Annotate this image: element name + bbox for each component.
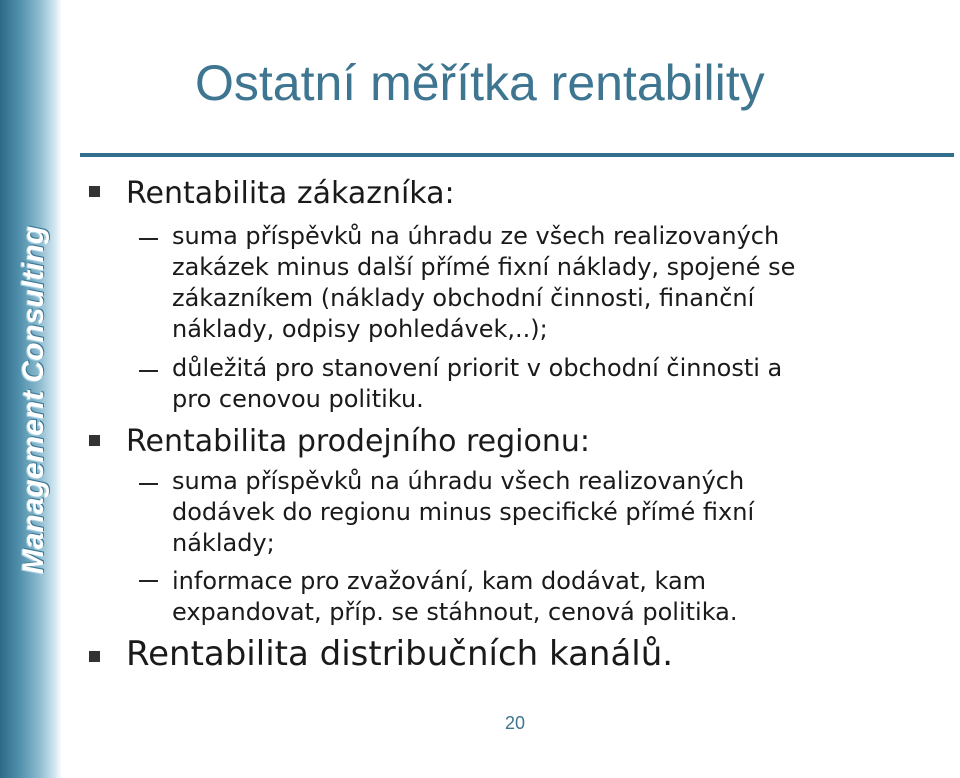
bullet-channel-profitability: Rentabilita distribučních kanálů.	[126, 634, 674, 674]
brand-logo-text: Management Consulting	[17, 225, 50, 575]
title-divider	[80, 153, 954, 157]
bullet-marker-icon	[89, 186, 100, 197]
sub-bullet-text: informace pro zvažování, kam dodávat, kam expandovat, příp. se stáhnout, cenová politika.	[172, 567, 738, 626]
bullet-marker-icon	[89, 651, 100, 662]
bullet-marker-icon	[89, 435, 100, 446]
sub-bullet-dash-icon	[139, 580, 158, 582]
sub-bullet-dash-icon	[139, 238, 158, 240]
bullet-region-profitability: Rentabilita prodejního regionu:	[126, 424, 591, 459]
sub-bullet-dash-icon	[139, 483, 158, 485]
sub-bullet-dash-icon	[139, 370, 158, 372]
bullet-customer-profitability: Rentabilita zákazníka:	[126, 176, 455, 211]
sub-bullet-text: důležitá pro stanovení priorit v obchodní činnosti a pro cenovou politiku.	[172, 354, 783, 413]
slide-title: Ostatní měřítka rentability	[195, 55, 765, 111]
sub-bullet-text: suma příspěvků na úhradu ze všech realizovaných zakázek minus další přímé fixní náklady, spojené se zákazníkem (náklady obchodní činnosti, finanční náklady, odpisy pohledávek,..);	[172, 222, 796, 343]
page-number: 20	[505, 713, 526, 733]
sidebar-band	[0, 0, 62, 778]
sub-bullet-text: suma příspěvků na úhradu všech realizovaných dodávek do regionu minus specifické přímé fixní náklady;	[172, 467, 755, 557]
